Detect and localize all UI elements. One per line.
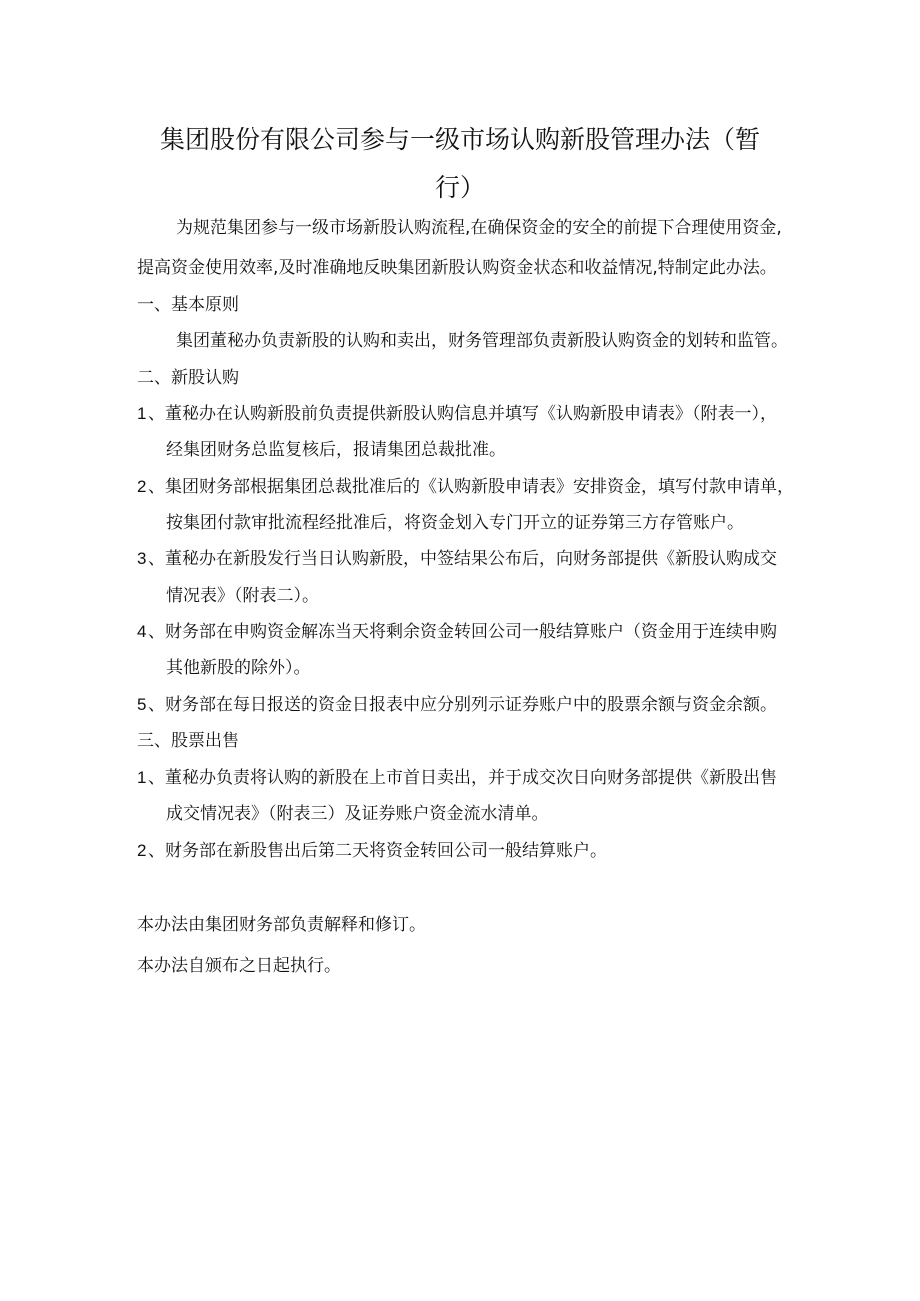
intro-line-2: 提高资金使用效率,及时准确地反映集团新股认购资金状态和收益情况,特制定此办法。 xyxy=(137,258,777,278)
section-2-item-4-line-2: 其他新股的除外）。 xyxy=(166,658,311,678)
section-2-item-3-line-2: 情况表》（附表二）。 xyxy=(166,586,319,606)
section-3-heading: 三、股票出售 xyxy=(137,731,239,751)
section-3-item-1-line-1: 、董秘办负责将认购的新股在上市首日卖出，并于成交次日向财务部提供《新股出售 xyxy=(148,768,777,788)
closing-line-2: 本办法自颁布之日起执行。 xyxy=(137,956,341,976)
section-2-item-5-line-1: 、财务部在每日报送的资金日报表中应分别列示证券账户中的股票余额与资金余额。 xyxy=(148,695,777,715)
section-1-heading: 一、基本原则 xyxy=(137,295,239,315)
section-2-heading: 二、新股认购 xyxy=(137,368,239,388)
section-3-item-1-line-2: 成交情况表》（附表三）及证券账户资金流水清单。 xyxy=(166,804,549,824)
section-3-item-1-number: 1 xyxy=(137,768,147,787)
document-title-line-2: 行） xyxy=(434,173,485,202)
section-2-item-2-number: 2 xyxy=(137,477,147,496)
section-2-item-4-line-1: 、财务部在申购资金解冻当天将剩余资金转回公司一般结算账户（资金用于连续申购 xyxy=(148,622,777,642)
section-2-item-1-line-1: 、董秘办在认购新股前负责提供新股认购信息并填写《认购新股申请表》（附表一）， xyxy=(148,404,777,424)
section-2-item-2-line-1: 、集团财务部根据集团总裁批准后的《认购新股申请表》安排资金，填写付款申请单， xyxy=(148,477,794,497)
section-2-item-2-line-2: 按集团付款审批流程经批准后，将资金划入专门开立的证券第三方存管账户。 xyxy=(166,513,744,533)
section-2-item-4-number: 4 xyxy=(137,622,147,641)
section-2-item-3-line-1: 、董秘办在新股发行当日认购新股，中签结果公布后，向财务部提供《新股认购成交 xyxy=(148,549,777,569)
document-title-line-1: 集团股份有限公司参与一级市场认购新股管理办法（暂 xyxy=(159,125,760,154)
section-1-body: 集团董秘办负责新股的认购和卖出，财务管理部负责新股认购资金的划转和监管。 xyxy=(176,331,788,351)
section-2-item-1-line-2: 经集团财务总监复核后，报请集团总裁批准。 xyxy=(166,440,506,460)
section-3-item-2-line-1: 、财务部在新股售出后第二天将资金转回公司一般结算账户。 xyxy=(148,841,607,861)
closing-line-1: 本办法由集团财务部负责解释和修订。 xyxy=(137,915,426,935)
section-2-item-5-number: 5 xyxy=(137,695,147,714)
section-3-item-2-number: 2 xyxy=(137,841,147,860)
section-2-item-1-number: 1 xyxy=(137,404,147,423)
section-2-item-3-number: 3 xyxy=(137,549,147,568)
intro-line-1: 为规范集团参与一级市场新股认购流程,在确保资金的安全的前提下合理使用资金, xyxy=(176,218,782,238)
